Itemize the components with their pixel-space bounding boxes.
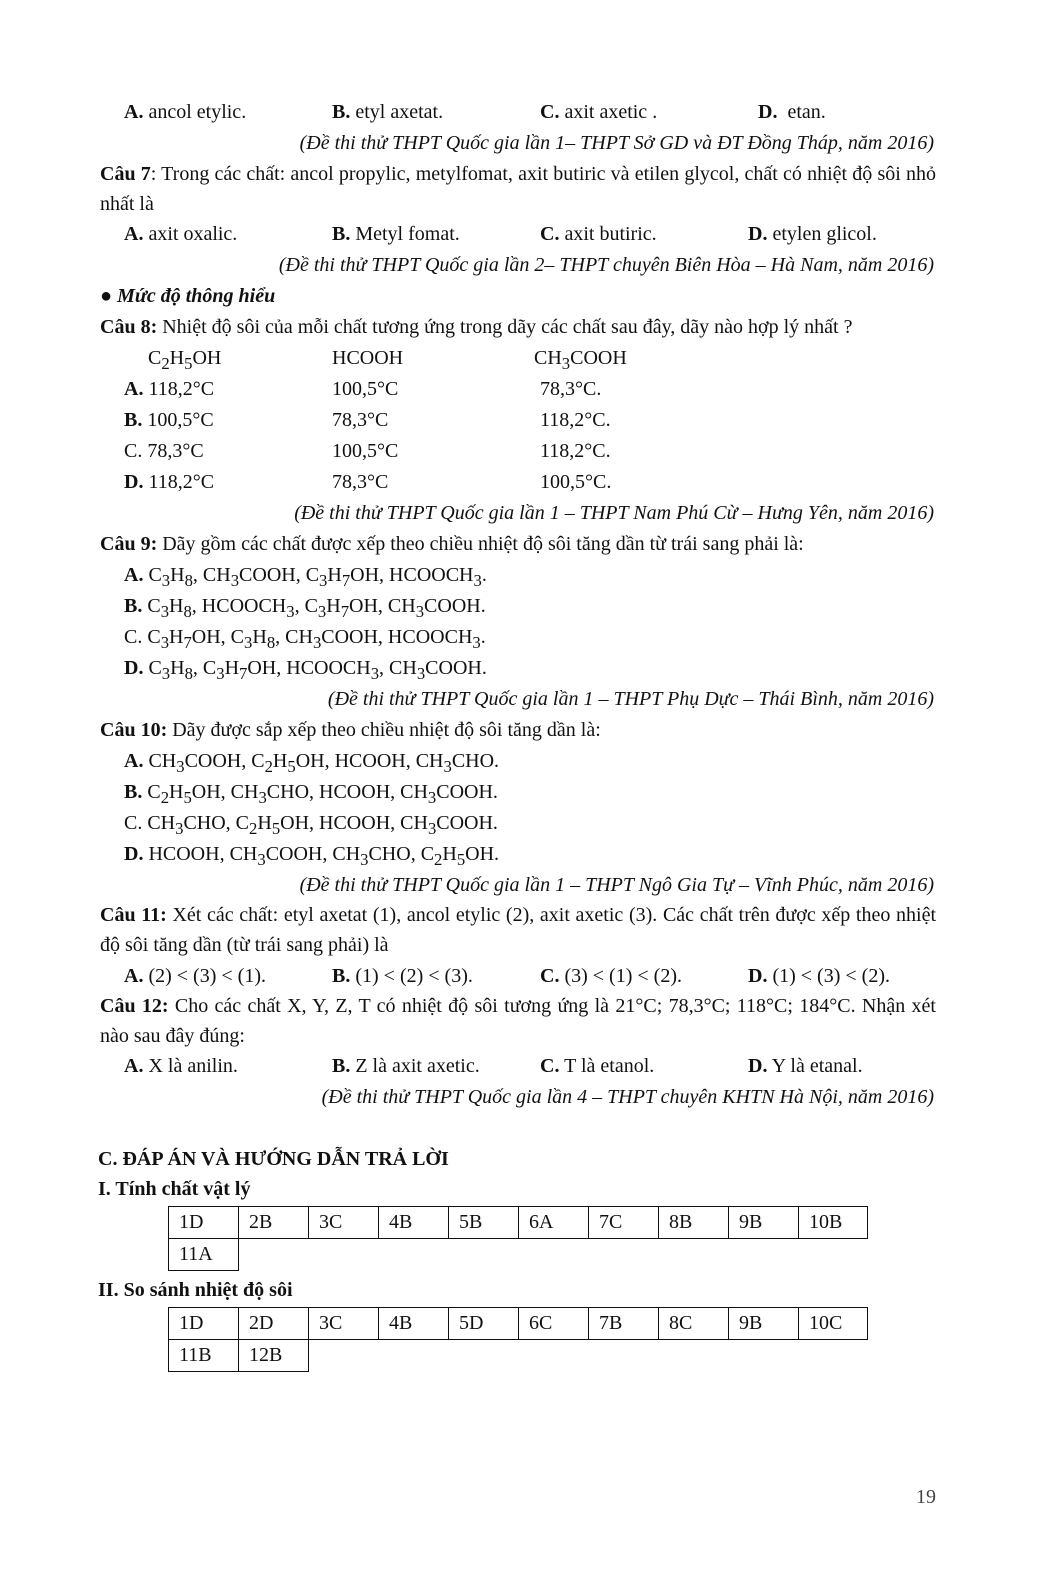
q7-option-b: B. Metyl fomat. bbox=[332, 223, 460, 245]
q8-row-b: B. 100,5°C bbox=[124, 409, 214, 431]
answer-cell: 10B bbox=[799, 1207, 868, 1239]
q8-col-ch3cooh: $CH_3COOH$ bbox=[534, 347, 627, 373]
answer-cell: 3C bbox=[309, 1308, 379, 1340]
question-10: Câu 10: Dãy được sắp xếp theo chiều nhiệt độ sôi tăng dần là: bbox=[100, 719, 601, 741]
q8-row-a: A. 118,2°C bbox=[124, 378, 215, 400]
q6-option-b: B. etyl axetat. bbox=[332, 101, 444, 123]
answer-cell: 4B bbox=[379, 1207, 449, 1239]
q8-row-c: C. 78,3°C bbox=[124, 440, 204, 462]
q9-option-c: C. $C_3H_7OH$, $C_3H_8$, $CH_3COOH$, $HCOOCH_3$. bbox=[124, 626, 486, 652]
answer-cell: 6C bbox=[519, 1308, 589, 1340]
q8-row-c-c3: 118,2°C. bbox=[540, 440, 611, 462]
q12-option-a: A. X là anilin. bbox=[124, 1055, 238, 1077]
q10-source: (Đề thi thử THPT Quốc gia lần 1 – THPT Ngô Gia Tự – Vĩnh Phúc, năm 2016) bbox=[299, 874, 934, 896]
q8-col-hcooh: HCOOH bbox=[332, 347, 404, 369]
answer-cell: 4B bbox=[379, 1308, 449, 1340]
q12-option-b: B. Z là axit axetic. bbox=[332, 1055, 480, 1077]
q7-option-c: C. axit butiric. bbox=[540, 223, 657, 245]
answer-cell: 6A bbox=[519, 1207, 589, 1239]
q8-row-d: D. 118,2°C bbox=[124, 471, 215, 493]
q7-source: (Đề thi thử THPT Quốc gia lần 2– THPT chuyên Biên Hòa – Hà Nam, năm 2016) bbox=[278, 254, 934, 276]
q12-option-d: D. Y là etanal. bbox=[748, 1055, 863, 1077]
q6-option-a: A. ancol etylic. bbox=[124, 101, 247, 123]
q9-option-b: B. $C_3H_8$, $HCOOCH_3$, $C_3H_7OH$, $CH_3COOH$. bbox=[124, 595, 486, 621]
q8-source: (Đề thi thử THPT Quốc gia lần 1 – THPT Nam Phú Cừ – Hưng Yên, năm 2016) bbox=[294, 502, 934, 524]
level-heading: ● Mức độ thông hiểu bbox=[100, 285, 276, 307]
q11-option-a: A. (2) < (3) < (1). bbox=[124, 965, 266, 987]
question-7: Câu 7: Trong các chất: ancol propylic, metylfomat, axit butiric và etilen glycol, chất có nhiệt độ sôi nhỏ nhất là bbox=[100, 163, 936, 215]
q7-option-d: D. etylen glicol. bbox=[748, 223, 877, 245]
answer-cell: 12B bbox=[239, 1340, 309, 1372]
q8-row-a-c2: 100,5°C bbox=[332, 378, 399, 400]
q8-row-b-c3: 118,2°C. bbox=[540, 409, 611, 431]
answer-cell: 3C bbox=[309, 1207, 379, 1239]
section-1-heading: I. Tính chất vật lý bbox=[98, 1178, 251, 1200]
answer-cell: 1D bbox=[169, 1308, 239, 1340]
question-12: Câu 12: Cho các chất X, Y, Z, T có nhiệt độ sôi tương ứng là 21°C; 78,3°C; 118°C; 184°C. Nhận xét nào sau đây đúng: bbox=[100, 995, 936, 1047]
answer-cell: 7C bbox=[589, 1207, 659, 1239]
section-2-heading: II. So sánh nhiệt độ sôi bbox=[98, 1279, 293, 1301]
answer-cell: 11B bbox=[169, 1340, 239, 1372]
answer-cell: 9B bbox=[729, 1207, 799, 1239]
answer-cell: 5B bbox=[449, 1207, 519, 1239]
q6-option-c: C. axit axetic . bbox=[540, 101, 658, 123]
q10-option-b: B. $C_2H_5OH$, $CH_3CHO$, HCOOH, $CH_3COOH$. bbox=[124, 781, 498, 807]
q7-option-a: A. axit oxalic. bbox=[124, 223, 238, 245]
answer-cell: 8B bbox=[659, 1207, 729, 1239]
q12-option-c: C. T là etanol. bbox=[540, 1055, 655, 1077]
q8-row-d-c3: 100,5°C. bbox=[540, 471, 612, 493]
q10-option-a: A. $CH_3COOH$, $C_2H_5OH$, HCOOH, $CH_3CHO$. bbox=[124, 750, 500, 776]
q6-option-d: D. etan. bbox=[758, 101, 826, 123]
q8-col-c2h5oh: $C_2H_5OH$ bbox=[148, 347, 222, 373]
q9-option-d: D. $C_3H_8$, $C_3H_7OH$, $HCOOCH_3$, $CH_3COOH$. bbox=[124, 657, 487, 683]
q8-row-a-c3: 78,3°C. bbox=[540, 378, 602, 400]
answer-cell: 2B bbox=[239, 1207, 309, 1239]
answer-cell: 2D bbox=[239, 1308, 309, 1340]
q8-row-d-c2: 78,3°C bbox=[332, 471, 389, 493]
q8-row-b-c2: 78,3°C bbox=[332, 409, 389, 431]
q11-option-d: D. (1) < (3) < (2). bbox=[748, 965, 890, 987]
q12-source: (Đề thi thử THPT Quốc gia lần 4 – THPT chuyên KHTN Hà Nội, năm 2016) bbox=[321, 1086, 934, 1108]
answer-cell: 8C bbox=[659, 1308, 729, 1340]
q6-source: (Đề thi thử THPT Quốc gia lần 1– THPT Sở GD và ĐT Đồng Tháp, năm 2016) bbox=[299, 132, 934, 154]
answer-table-1 bbox=[168, 1206, 868, 1271]
answer-cell: 7B bbox=[589, 1308, 659, 1340]
answer-cell: 5D bbox=[449, 1308, 519, 1340]
answer-table-2 bbox=[168, 1307, 868, 1372]
answer-cell: 10C bbox=[799, 1308, 868, 1340]
answer-cell: 9B bbox=[729, 1308, 799, 1340]
answer-cell: 1D bbox=[169, 1207, 239, 1239]
q10-option-d: D. HCOOH, $CH_3COOH$, $CH_3CHO$, $C_2H_5OH$. bbox=[124, 843, 500, 869]
question-9: Câu 9: Dãy gồm các chất được xếp theo chiều nhiệt độ sôi tăng dần từ trái sang phải là: bbox=[100, 533, 804, 555]
answer-cell: 11A bbox=[169, 1239, 239, 1271]
q10-option-c: C. $CH_3CHO$, $C_2H_5OH$, HCOOH, $CH_3COOH$. bbox=[124, 812, 498, 838]
q11-option-c: C. (3) < (1) < (2). bbox=[540, 965, 682, 987]
q9-source: (Đề thi thử THPT Quốc gia lần 1 – THPT Phụ Dực – Thái Bình, năm 2016) bbox=[327, 688, 934, 710]
q8-row-c-c2: 100,5°C bbox=[332, 440, 399, 462]
question-8: Câu 8: Nhiệt độ sôi của mỗi chất tương ứng trong dãy các chất sau đây, dãy nào hợp lý nhất ? bbox=[100, 316, 853, 338]
section-c-heading: C. ĐÁP ÁN VÀ HƯỚNG DẪN TRẢ LỜI bbox=[98, 1148, 449, 1170]
q9-option-a: A. $C_3H_8$, $CH_3COOH$, $C_3H_7OH$, $HCOOCH_3$. bbox=[124, 564, 487, 590]
page-number: 19 bbox=[916, 1486, 936, 1508]
question-11: Câu 11: Xét các chất: etyl axetat (1), ancol etylic (2), axit axetic (3). Các chất trên được xếp theo nhiệt độ sôi tăng dần (từ trái sang phải) là bbox=[100, 904, 937, 956]
q11-option-b: B. (1) < (2) < (3). bbox=[332, 965, 473, 987]
